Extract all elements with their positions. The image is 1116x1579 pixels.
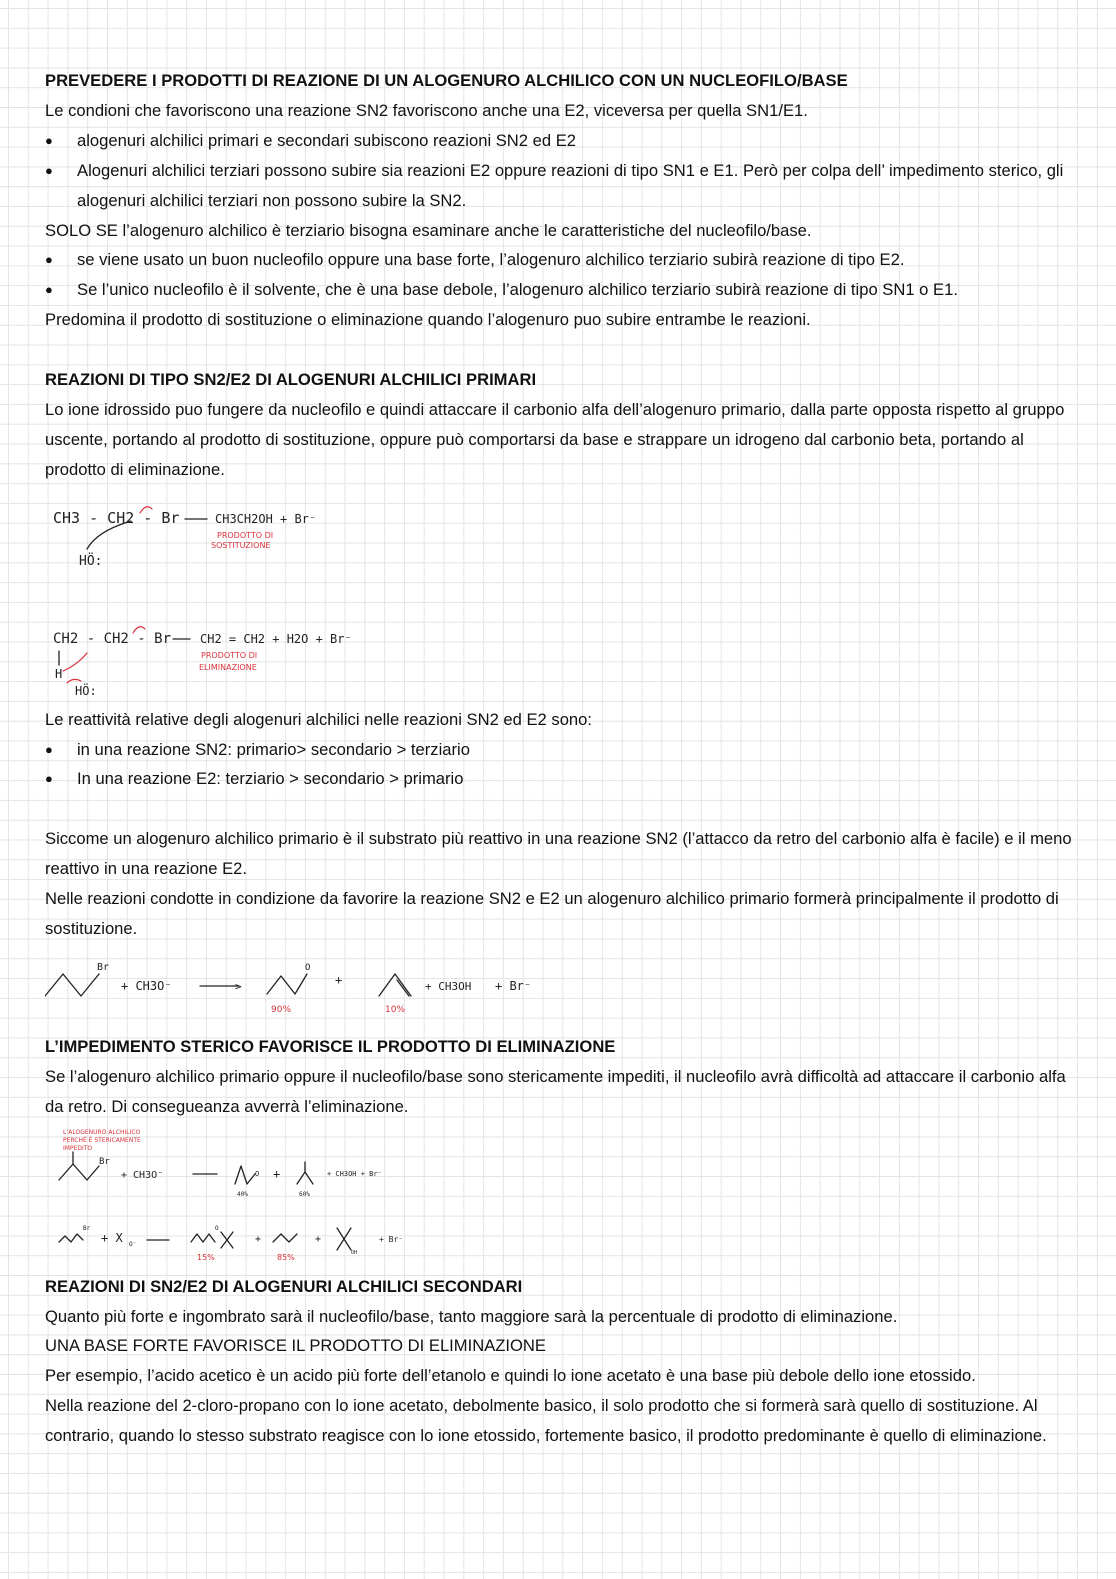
section4-line1: Quanto più forte e ingombrato sarà il nucleofilo/base, tanto maggiore sarà la percentuale di prodotto di eliminazione. <box>45 1306 898 1326</box>
yield-label: 10% <box>385 1004 406 1015</box>
list-item: ● Alogenuri alchilici terziari possono subire sia reazioni E2 oppure reazioni di tipo SN1 e E1. Però per colpa dell’ impedimento sterico, gli alogenuri alchilici terziari non possono subire la SN2. <box>45 156 1075 216</box>
byproduct-label: + CH3OH + Br⁻ <box>327 1169 382 1178</box>
hydrogen-label: H <box>55 666 63 681</box>
yield-label: 40% <box>237 1190 248 1198</box>
list-item: ● Se l’unico nucleofilo è il solvente, che è una base debole, l’alogenuro alchilico terziario subirà reazione di tipo SN1 o E1. <box>45 275 1075 305</box>
section1-note: SOLO SE l’alogenuro alchilico è terziario bisogna esaminare anche le caratteristiche del nucleofilo/base. <box>45 220 812 240</box>
bullet-icon: ● <box>45 252 53 268</box>
product-label: ELIMINAZIONE <box>199 662 257 672</box>
yield-label: 85% <box>277 1252 295 1262</box>
skeletal-structure <box>235 1166 255 1184</box>
list-item: ● In una reazione E2: terziario > secondario > primario <box>45 764 1075 794</box>
plus-sign: + <box>315 1233 322 1245</box>
section2-para3: Nelle reazioni condotte in condizione da favorire la reazione SN2 e E2 un alogenuro alchilico primario formerà principalmente il prodotto di sostituzione. <box>45 889 1059 938</box>
list-item: ● alogenuri alchilici primari e secondari subiscono reazioni SN2 ed E2 <box>45 126 1075 156</box>
base-label: HÖ: <box>75 683 97 698</box>
side-note: IMPEDITO <box>63 1144 93 1152</box>
list-item: ● se viene usato un buon nucleofilo oppure una base forte, l’alogenuro alchilico terziario subirà reazione di tipo E2. <box>45 245 1075 275</box>
section2-heading: REAZIONI DI TIPO SN2/E2 DI ALOGENURI ALCHILICI PRIMARI <box>45 370 537 390</box>
bromine-label: Br <box>99 1156 110 1167</box>
section3-heading: L’IMPEDIMENTO STERICO FAVORISCE IL PRODOTTO DI ELIMINAZIONE <box>45 1036 616 1056</box>
arrow-head-icon: > <box>235 979 242 993</box>
section4-line2: UNA BASE FORTE FAVORISCE IL PRODOTTO DI ELIMINAZIONE <box>45 1336 546 1356</box>
bullet-icon: ● <box>45 282 53 298</box>
product-label: SOSTITUZIONE <box>211 540 271 550</box>
reaction-sketch-primary <box>45 485 1075 705</box>
notes-page <box>45 66 1075 1451</box>
oxygen-label: O <box>305 962 311 973</box>
side-note: L’ALOGENURO ALCHILICO <box>63 1128 141 1136</box>
hydroxyl-label: OH <box>351 1249 358 1256</box>
product-label: PRODOTTO DI <box>217 530 274 540</box>
bromine-label: Br <box>97 961 110 973</box>
reagent-label: + CH3O⁻ <box>121 1169 164 1181</box>
reaction-sketch-steric <box>45 1122 1075 1272</box>
reactant-formula: CH2 - CH2 - Br <box>53 630 172 647</box>
byproduct-label: + Br⁻ <box>379 1234 404 1244</box>
reagent-label: + X <box>101 1230 123 1245</box>
curved-arrow-icon <box>67 679 81 683</box>
alkoxide-label: O⁻ <box>129 1240 137 1248</box>
section1-intro: Le condioni che favoriscono una reazione SN2 favoriscono anche una E2, viceversa per quella SN1/E1. <box>45 100 808 120</box>
byproduct-label: + CH3OH <box>425 979 472 993</box>
product-label: PRODOTTO DI <box>201 650 258 660</box>
reagent-label: + CH3O⁻ <box>121 978 172 993</box>
skeletal-structure <box>273 1234 297 1242</box>
product-formula: CH2 = CH2 + H2O + Br⁻ <box>200 631 352 646</box>
section4-para2: Nella reazione del 2-cloro-propano con lo ione acetato, debolmente basico, il solo prodotto che si formerà sarà quello di sostituzione. Al contrario, quando lo stesso substrato reagisce con lo ione etossido, fortemente basico, il prodotto predominante è quello di eliminazione. <box>45 1396 1047 1446</box>
reaction-sketch-methoxide <box>45 944 1075 1032</box>
section2-paragraph: Lo ione idrossido puo fungere da nucleofilo e quindi attaccare il carbonio alfa dell’alogenuro primario, dalla parte opposta rispetto al gruppo uscente, portando al prodotto di sostituzione, oppure può comportarsi da base e strappare un idrogeno dal carbonio beta, portando al prodotto di eliminazione. <box>45 399 1065 479</box>
product-formula: CH3CH2OH + Br⁻ <box>215 511 317 526</box>
section1-heading: PREVEDERE I PRODOTTI DI REAZIONE DI UN ALOGENURO ALCHILICO CON UN NUCLEOFILO/BASE <box>45 71 848 90</box>
plus-sign: + <box>335 972 343 987</box>
section3-paragraph: Se l’alogenuro alchilico primario oppure il nucleofilo/base sono stericamente impediti, il nucleofilo avrà difficoltà ad attaccare il carbonio alfa da retro. Di consegueanza avverrà l’eliminazione. <box>45 1066 1066 1116</box>
reactant-formula: CH3 - CH2 - Br <box>53 508 180 527</box>
skeletal-structure <box>297 1172 313 1184</box>
curved-arrow-icon <box>63 653 87 671</box>
oxygen-label: O <box>255 1169 260 1178</box>
section4-heading: REAZIONI DI SN2/E2 DI ALOGENURI ALCHILICI SECONDARI <box>45 1276 523 1296</box>
bullet-icon: ● <box>45 741 53 757</box>
side-note: PERCHÉ È STERICAMENTE <box>63 1136 141 1144</box>
bromine-label: Br <box>83 1224 91 1232</box>
bullet-icon: ● <box>45 132 53 148</box>
section1-closing: Predomina il prodotto di sostituzione o eliminazione quando l’alogenuro puo subire entrambe le reazioni. <box>45 310 811 330</box>
oxygen-label: O <box>215 1224 219 1232</box>
skeletal-structure <box>45 974 99 996</box>
nucleophile-label: HÖ: <box>79 553 103 569</box>
reactivity-intro: Le reattività relative degli alogenuri alchilici nelle reazioni SN2 ed E2 sono: <box>45 709 592 729</box>
skeletal-structure <box>191 1234 215 1242</box>
section2-para2: Siccome un alogenuro alchilico primario è il substrato più reattivo in una reazione SN2 (l’attacco da retro del carbonio alfa è facile) e il meno reattivo in una reazione E2. <box>45 829 1072 879</box>
skeletal-structure <box>267 974 307 994</box>
section4-para1: Per esempio, l’acido acetico è un acido più forte dell’etanolo e quindi lo ione acetato è una base più debole dello ione etossido. <box>45 1366 976 1386</box>
yield-label: 15% <box>197 1252 215 1262</box>
skeletal-structure <box>59 1234 83 1242</box>
yield-label: 60% <box>299 1190 310 1198</box>
byproduct-label: + Br⁻ <box>495 978 532 993</box>
skeletal-structure <box>59 1164 99 1180</box>
yield-label: 90% <box>271 1004 292 1015</box>
double-bond-line <box>397 980 409 996</box>
bullet-icon: ● <box>45 162 53 178</box>
plus-sign: + <box>273 1166 281 1181</box>
plus-sign: + <box>255 1233 262 1245</box>
bullet-icon: ● <box>45 771 53 787</box>
list-item: ● in una reazione SN2: primario> secondario > terziario <box>45 735 1075 765</box>
